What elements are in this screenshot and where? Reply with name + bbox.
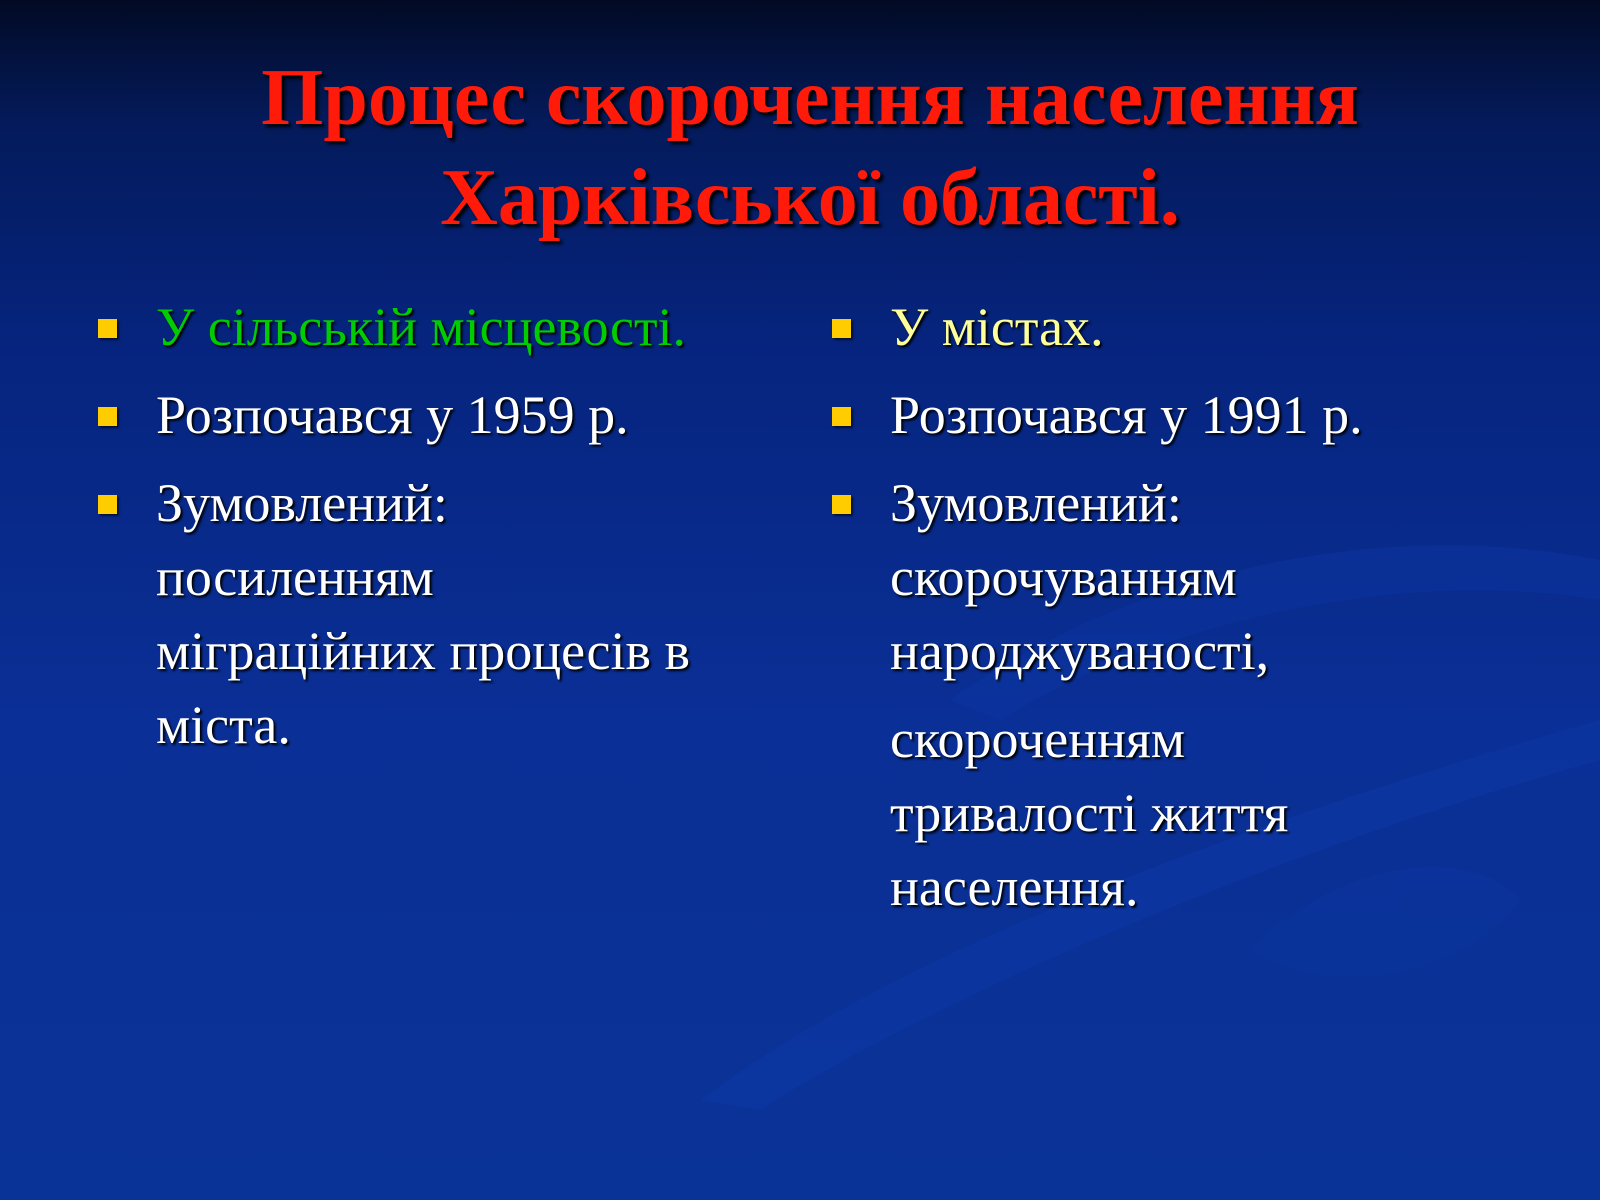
- list-item-urban-start: [832, 378, 1522, 452]
- urban-continuation-line-1: скороченням: [890, 709, 1185, 769]
- urban-start-text: Розпочався у 1991 р.: [890, 385, 1363, 445]
- slide-title-line-1: Процес скорочення населення: [261, 54, 1359, 142]
- list-item-rural-cause: [98, 466, 758, 762]
- square-bullet-icon: [98, 319, 117, 338]
- list-item-urban-cause: [832, 466, 1522, 688]
- rural-cause-line-3: міграційних процесів в: [156, 621, 690, 681]
- square-bullet-icon: [98, 495, 117, 514]
- urban-continuation-line-2: тривалості життя: [890, 783, 1289, 843]
- right-column-urban: [832, 290, 1522, 924]
- list-item-rural-heading: [98, 290, 758, 364]
- slide-title-line-2: Харківської області.: [440, 154, 1180, 242]
- urban-cause-continuation: [832, 702, 1522, 924]
- slide-title: [100, 48, 1520, 248]
- urban-cause-line-3: народжуваності,: [890, 621, 1270, 681]
- left-column-rural: [98, 290, 758, 776]
- rural-start-text: Розпочався у 1959 р.: [156, 385, 629, 445]
- rural-heading: У сільській місцевості.: [156, 297, 687, 357]
- urban-cause-line-2: скорочуванням: [890, 547, 1237, 607]
- rural-cause-line-2: посиленням: [156, 547, 434, 607]
- square-bullet-icon: [832, 407, 851, 426]
- list-item-urban-heading: [832, 290, 1522, 364]
- square-bullet-icon: [832, 495, 851, 514]
- square-bullet-icon: [832, 319, 851, 338]
- urban-continuation-line-3: населення.: [890, 857, 1139, 917]
- urban-heading: У містах.: [890, 297, 1104, 357]
- list-item-rural-start: [98, 378, 758, 452]
- square-bullet-icon: [98, 407, 117, 426]
- rural-cause-line-1: Зумовлений:: [156, 473, 448, 533]
- urban-cause-line-1: Зумовлений:: [890, 473, 1182, 533]
- rural-cause-line-4: міста.: [156, 695, 291, 755]
